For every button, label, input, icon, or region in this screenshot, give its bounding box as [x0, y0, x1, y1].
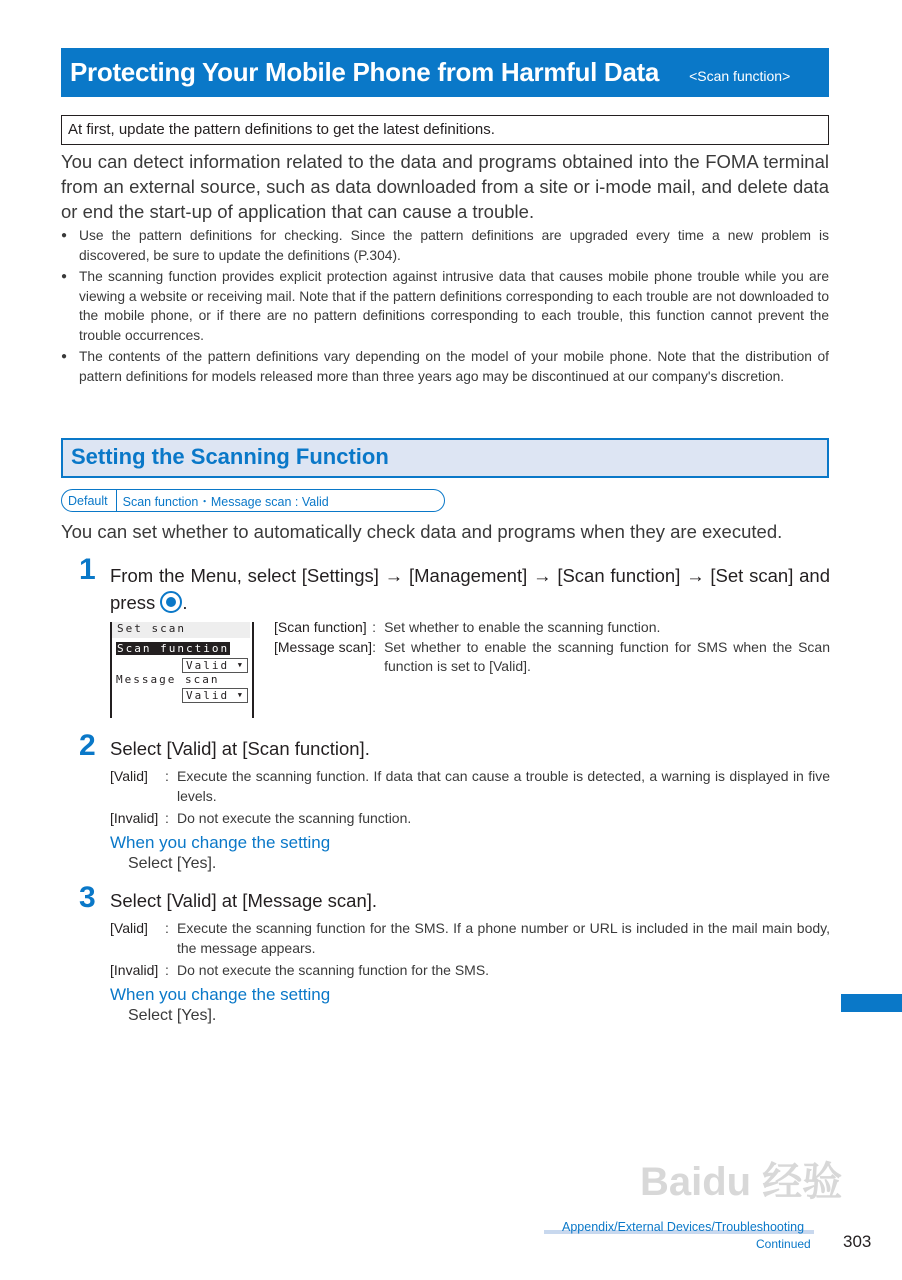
def-desc: Do not execute the scanning function.: [177, 810, 412, 826]
step-number: 3: [79, 881, 96, 914]
def-desc: Execute the scanning function for the SMS. If a phone number or URL is included in the mail main body, the message appears.: [177, 920, 830, 956]
step-text: Select [Valid] at [Scan function].: [110, 738, 370, 759]
dropdown-value: Valid: [186, 689, 230, 702]
section-heading: Setting the Scanning Function: [61, 438, 829, 478]
step-text: Select [Valid] at [Message scan].: [110, 890, 378, 911]
screen-item-scan-function[interactable]: Scan function: [117, 642, 230, 655]
dropdown-arrow-icon: ▼: [237, 691, 244, 699]
note-title: When you change the setting: [110, 833, 331, 852]
bullet-item: ● The contents of the pattern definitions vary depending on the model of your mobile phone. Note that the distribution of pattern definitions for models released more than three years ago may be discontinued at our company's discretion.: [61, 347, 829, 386]
note-text: Select [Yes].: [128, 855, 217, 872]
default-value: Scan function・Message scan : Valid: [122, 494, 329, 509]
lead-text: You can set whether to automatically check data and programs when they are executed.: [61, 521, 783, 542]
def-term: [Message scan]: [274, 638, 373, 655]
def-desc: Set whether to enable the scanning function for SMS when the Scan function is set to [Valid].: [384, 638, 830, 674]
def-term: [Valid]: [110, 920, 148, 936]
page-title: Protecting Your Mobile Phone from Harmful Data: [70, 57, 660, 87]
option-definitions: [Valid] : Execute the scanning function. If data that can cause a trouble is detected, a warning is displayed in five levels. [Invalid] : Do not execute the scanning function.: [110, 767, 830, 829]
bullet-item: ● Use the pattern definitions for checking. Since the pattern definitions are upgraded every time a new problem is discovered, be sure to update the definitions (P.304).: [61, 226, 829, 265]
def-term: [Invalid]: [110, 810, 159, 826]
def-desc: Set whether to enable the scanning function.: [384, 619, 661, 635]
intro-text: You can detect information related to the data and programs obtained into the FOMA terminal from an external source, such as data downloaded from a site or i-mode mail, and delete data or end the start-up of application that can cause a trouble.: [61, 151, 829, 222]
default-badge: [61, 489, 445, 512]
dropdown-arrow-icon: ▼: [237, 661, 244, 669]
watermark-logo: Baidu 经验: [640, 1160, 843, 1204]
message-scan-dropdown[interactable]: [182, 688, 248, 703]
def-desc: Do not execute the scanning function for the SMS.: [177, 962, 490, 978]
footer-chapter: Appendix/External Devices/Troubleshooting: [562, 1220, 805, 1234]
def-term: [Scan function]: [274, 619, 367, 635]
page-title-bar: [61, 48, 829, 97]
phone-screen: [110, 622, 254, 718]
page-number: 303: [843, 1232, 872, 1251]
page-subtitle: <Scan function>: [689, 67, 791, 84]
option-definitions: [Scan function] : Set whether to enable the scanning function. [Message scan] : Set whether to enable the scanning function for SMS when the Scan function is set to [Valid].: [274, 618, 830, 677]
note-title: When you change the setting: [110, 985, 331, 1004]
default-label: Default: [62, 490, 117, 511]
dropdown-value: Valid: [186, 659, 230, 672]
chapter-tab: [841, 994, 902, 1012]
note-text: Select [Yes].: [128, 1007, 217, 1024]
step-number: 1: [79, 553, 96, 586]
bullet-item: ● The scanning function provides explicit protection against intrusive data that causes mobile phone trouble while you are viewing a website or receiving mail. Note that if the pattern definitions corresponding to each trouble are not downloaded to the mobile phone, or if there are no pattern definitions corresponding to each trouble, this function cannot prevent the trouble occurrences.: [61, 267, 829, 345]
def-term: [Invalid]: [110, 962, 159, 978]
center-key-icon: [160, 591, 182, 613]
def-desc: Execute the scanning function. If data that can cause a trouble is detected, a warning is displayed in five levels.: [177, 768, 830, 804]
bullet-list: [61, 226, 829, 388]
screen-item-message-scan[interactable]: Message scan: [116, 673, 220, 686]
def-term: [Valid]: [110, 768, 148, 784]
notice-box: At first, update the pattern definitions to get the latest definitions.: [61, 115, 829, 145]
step-text: From the Menu, select [Settings] → [Management] → [Scan function] → [Set scan] and press .: [110, 565, 830, 613]
option-definitions: [Valid] : Execute the scanning function for the SMS. If a phone number or URL is included in the mail main body, the message appears. [Invalid] : Do not execute the scanning function for the SMS.: [110, 919, 830, 981]
step-instruction: From the Menu, select [Settings] → [Management] → [Scan function] → [Set scan] and press: [110, 565, 830, 613]
footer-continued: Continued: [756, 1237, 811, 1251]
step-number: 2: [79, 729, 96, 762]
screen-title: Set scan: [112, 622, 250, 638]
scan-function-dropdown[interactable]: [182, 658, 248, 673]
